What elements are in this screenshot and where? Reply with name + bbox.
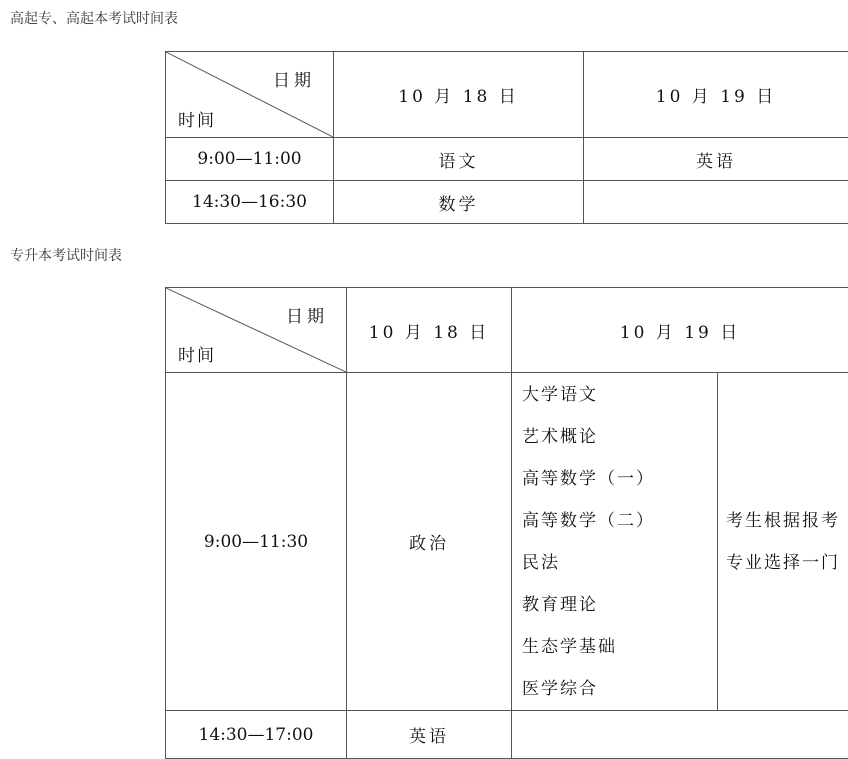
table-row (166, 711, 848, 759)
list-item: 教育理论 (522, 594, 598, 615)
subject-cell: 英语 (584, 138, 848, 181)
subject-cell: 数学 (334, 181, 584, 224)
subject-cell (512, 711, 848, 759)
subject-cell: 政治 (347, 373, 512, 711)
table-row (166, 373, 848, 711)
subject-cell: 语文 (334, 138, 584, 181)
subject-cell: 英语 (347, 711, 512, 759)
table-row (166, 181, 848, 224)
time-header-label: 时间 (178, 111, 216, 131)
list-item: 艺术概论 (522, 426, 598, 447)
list-item: 民法 (522, 552, 560, 573)
selection-note: 考生根据报考专业选择一门 (718, 373, 848, 711)
date-column-header: 10 月 19 日 (584, 52, 848, 138)
time-header-label: 时间 (178, 346, 216, 366)
date-column-header: 10 月 18 日 (347, 288, 512, 373)
time-cell: 9:00—11:30 (166, 373, 347, 711)
section2-title: 专升本考试时间表 (10, 248, 122, 264)
diagonal-header-cell (166, 52, 334, 138)
date-header-label: 日期 (286, 307, 328, 327)
section1-title: 高起专、高起本考试时间表 (10, 11, 178, 27)
time-cell: 9:00—11:00 (166, 138, 334, 181)
time-cell: 14:30—17:00 (166, 711, 347, 759)
subject-cell (584, 181, 848, 224)
date-column-header: 10 月 19 日 (512, 288, 848, 373)
schedule-table-1 (165, 51, 848, 224)
list-item: 高等数学（一） (522, 468, 655, 489)
list-item: 大学语文 (522, 384, 598, 405)
subject-list-cell (512, 373, 718, 711)
date-column-header: 10 月 18 日 (334, 52, 584, 138)
diagonal-header-cell (166, 288, 347, 373)
list-item: 医学综合 (522, 678, 598, 699)
time-cell: 14:30—16:30 (166, 181, 334, 224)
schedule-table-2 (165, 287, 848, 759)
table-row (166, 138, 848, 181)
date-header-label: 日期 (273, 71, 315, 91)
list-item: 生态学基础 (522, 636, 617, 657)
list-item: 高等数学（二） (522, 510, 655, 531)
